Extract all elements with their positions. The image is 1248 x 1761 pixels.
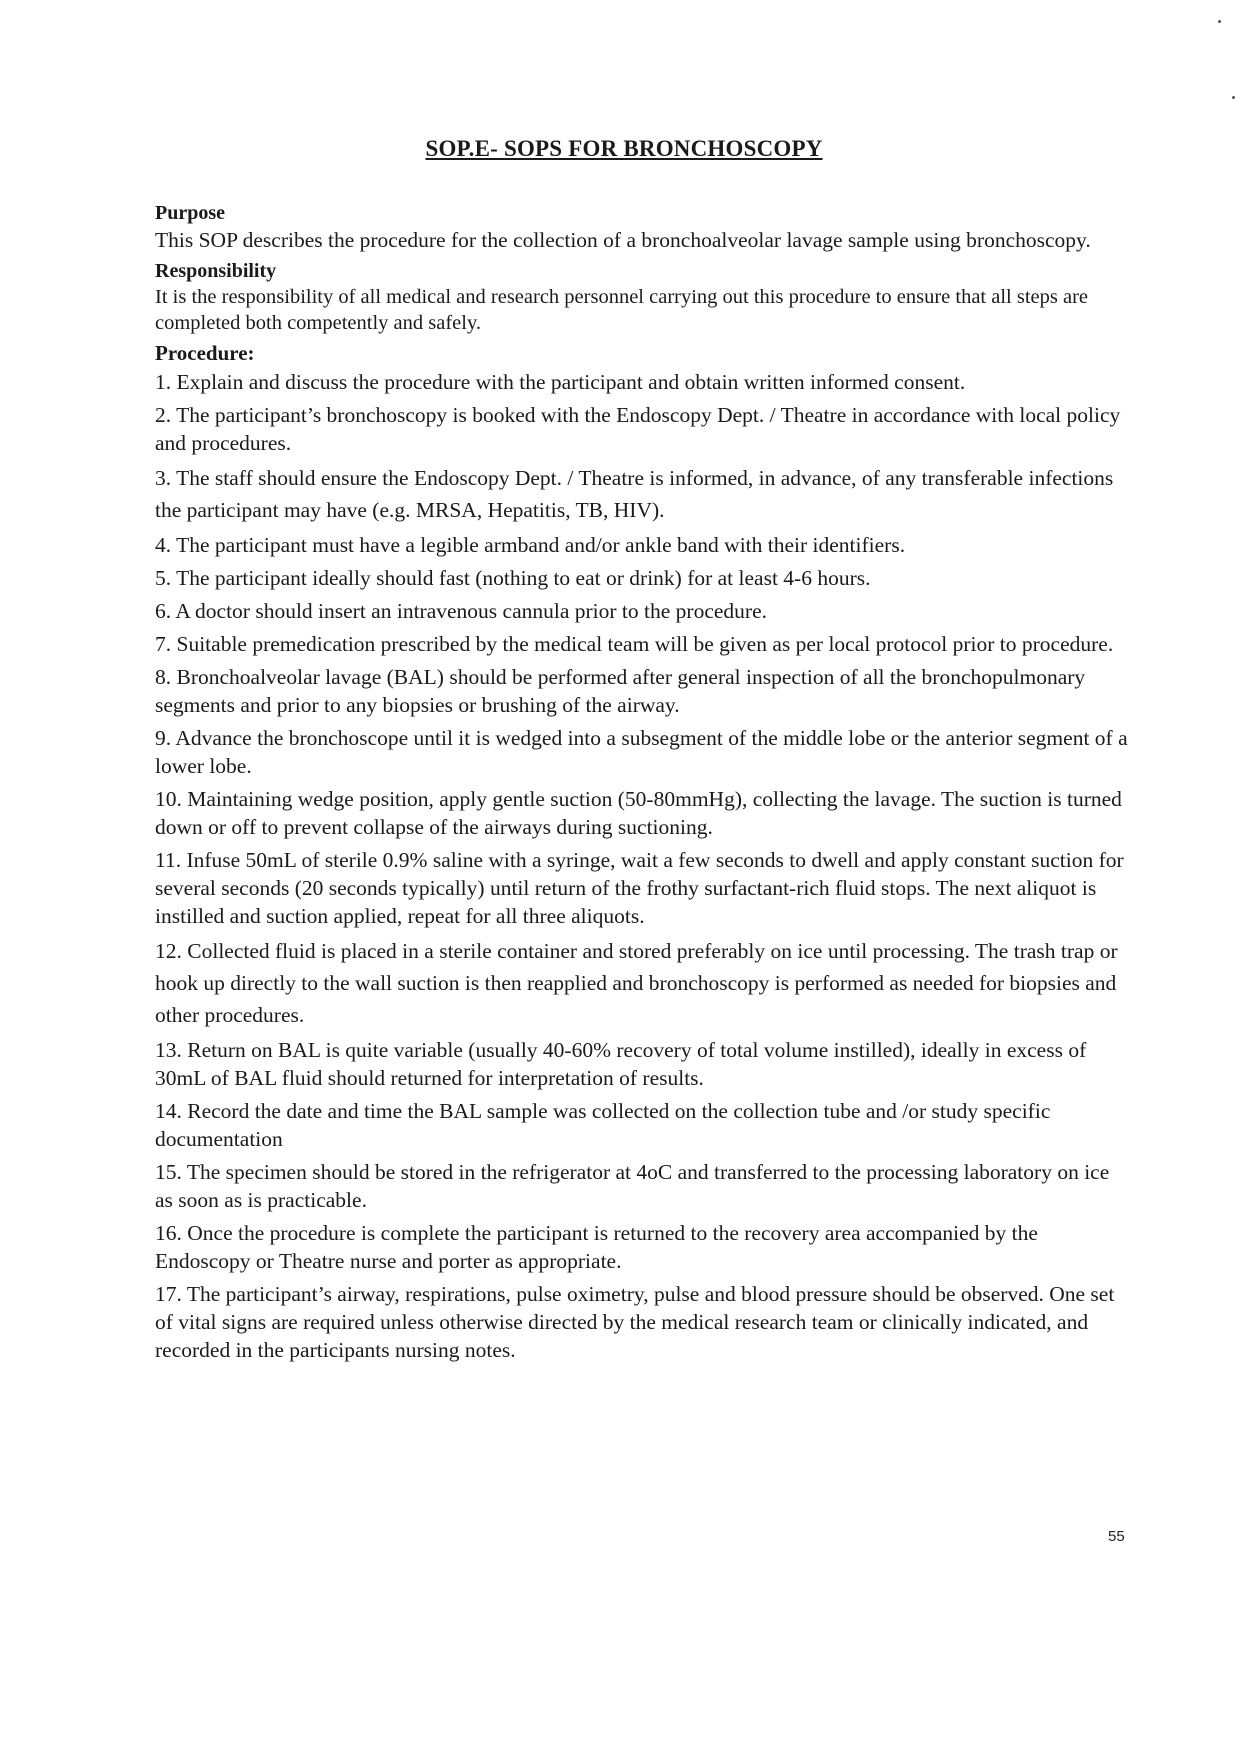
procedure-step: 16. Once the procedure is complete the participant is returned to the recovery area accompanied by the Endoscopy or Theatre nurse and porter as appropriate. <box>155 1221 1038 1273</box>
procedure-heading: Procedure: <box>155 341 255 365</box>
responsibility-heading: Responsibility <box>155 260 277 282</box>
procedure-step: 5. The participant ideally should fast (nothing to eat or drink) for at least 4-6 hours. <box>155 566 871 590</box>
procedure-step: 15. The specimen should be stored in the refrigerator at 4oC and transferred to the processing laboratory on ice as soon as is practicable. <box>155 1160 1110 1212</box>
procedure-step: 3. The staff should ensure the Endoscopy Dept. / Theatre is informed, in advance, of any transferable infections the participant may have (e.g. MRSA, Hepatitis, TB, HIV). <box>155 466 1114 522</box>
procedure-steps <box>155 368 1130 1364</box>
scan-speck <box>1218 20 1221 23</box>
procedure-step: 6. A doctor should insert an intravenous cannula prior to the procedure. <box>155 599 767 623</box>
procedure-step: 13. Return on BAL is quite variable (usually 40-60% recovery of total volume instilled), ideally in excess of 30mL of BAL fluid should returned for interpretation of results. <box>155 1038 1087 1090</box>
procedure-step: 12. Collected fluid is placed in a sterile container and stored preferably on ice until processing. The trash trap or hook up directly to the wall suction is then reapplied and bronchoscopy is performed as needed for biopsies and other procedures. <box>155 939 1118 1027</box>
procedure-step: 9. Advance the bronchoscope until it is wedged into a subsegment of the middle lobe or the anterior segment of a lower lobe. <box>155 726 1128 778</box>
document-body <box>155 200 1130 1369</box>
page-title: SOP.E- SOPS FOR BRONCHOSCOPY <box>425 136 823 161</box>
procedure-step: 4. The participant must have a legible armband and/or ankle band with their identifiers. <box>155 533 906 557</box>
procedure-step: 7. Suitable premedication prescribed by the medical team will be given as per local protocol prior to procedure. <box>155 632 1114 656</box>
purpose-heading: Purpose <box>155 202 225 224</box>
scan-speck <box>1232 96 1235 99</box>
procedure-step: 14. Record the date and time the BAL sample was collected on the collection tube and /or study specific documentation <box>155 1099 1051 1151</box>
procedure-step: 10. Maintaining wedge position, apply gentle suction (50-80mmHg), collecting the lavage. The suction is turned down or off to prevent collapse of the airways during suctioning. <box>155 787 1122 839</box>
procedure-step: 8. Bronchoalveolar lavage (BAL) should be performed after general inspection of all the bronchopulmonary segments and prior to any biopsies or brushing of the airway. <box>155 665 1086 717</box>
procedure-step: 17. The participant’s airway, respirations, pulse oximetry, pulse and blood pressure should be observed. One set of vital signs are required unless otherwise directed by the medical research team or clinically indicated, and recorded in the participants nursing notes. <box>155 1282 1115 1362</box>
procedure-step: 2. The participant’s bronchoscopy is booked with the Endoscopy Dept. / Theatre in accordance with local policy and procedures. <box>155 403 1121 455</box>
purpose-text: This SOP describes the procedure for the collection of a bronchoalveolar lavage sample using bronchoscopy. <box>155 228 1091 252</box>
page-number: 55 <box>1108 1528 1125 1545</box>
responsibility-text: It is the responsibility of all medical and research personnel carrying out this procedure to ensure that all steps are completed both competently and safely. <box>155 286 1089 334</box>
procedure-step: 1. Explain and discuss the procedure with the participant and obtain written informed consent. <box>155 370 966 394</box>
procedure-step: 11. Infuse 50mL of sterile 0.9% saline with a syringe, wait a few seconds to dwell and apply constant suction for several seconds (20 seconds typically) until return of the frothy surfactant-rich fluid stops. The next aliquot is instilled and suction applied, repeat for all three aliquots. <box>155 848 1124 928</box>
